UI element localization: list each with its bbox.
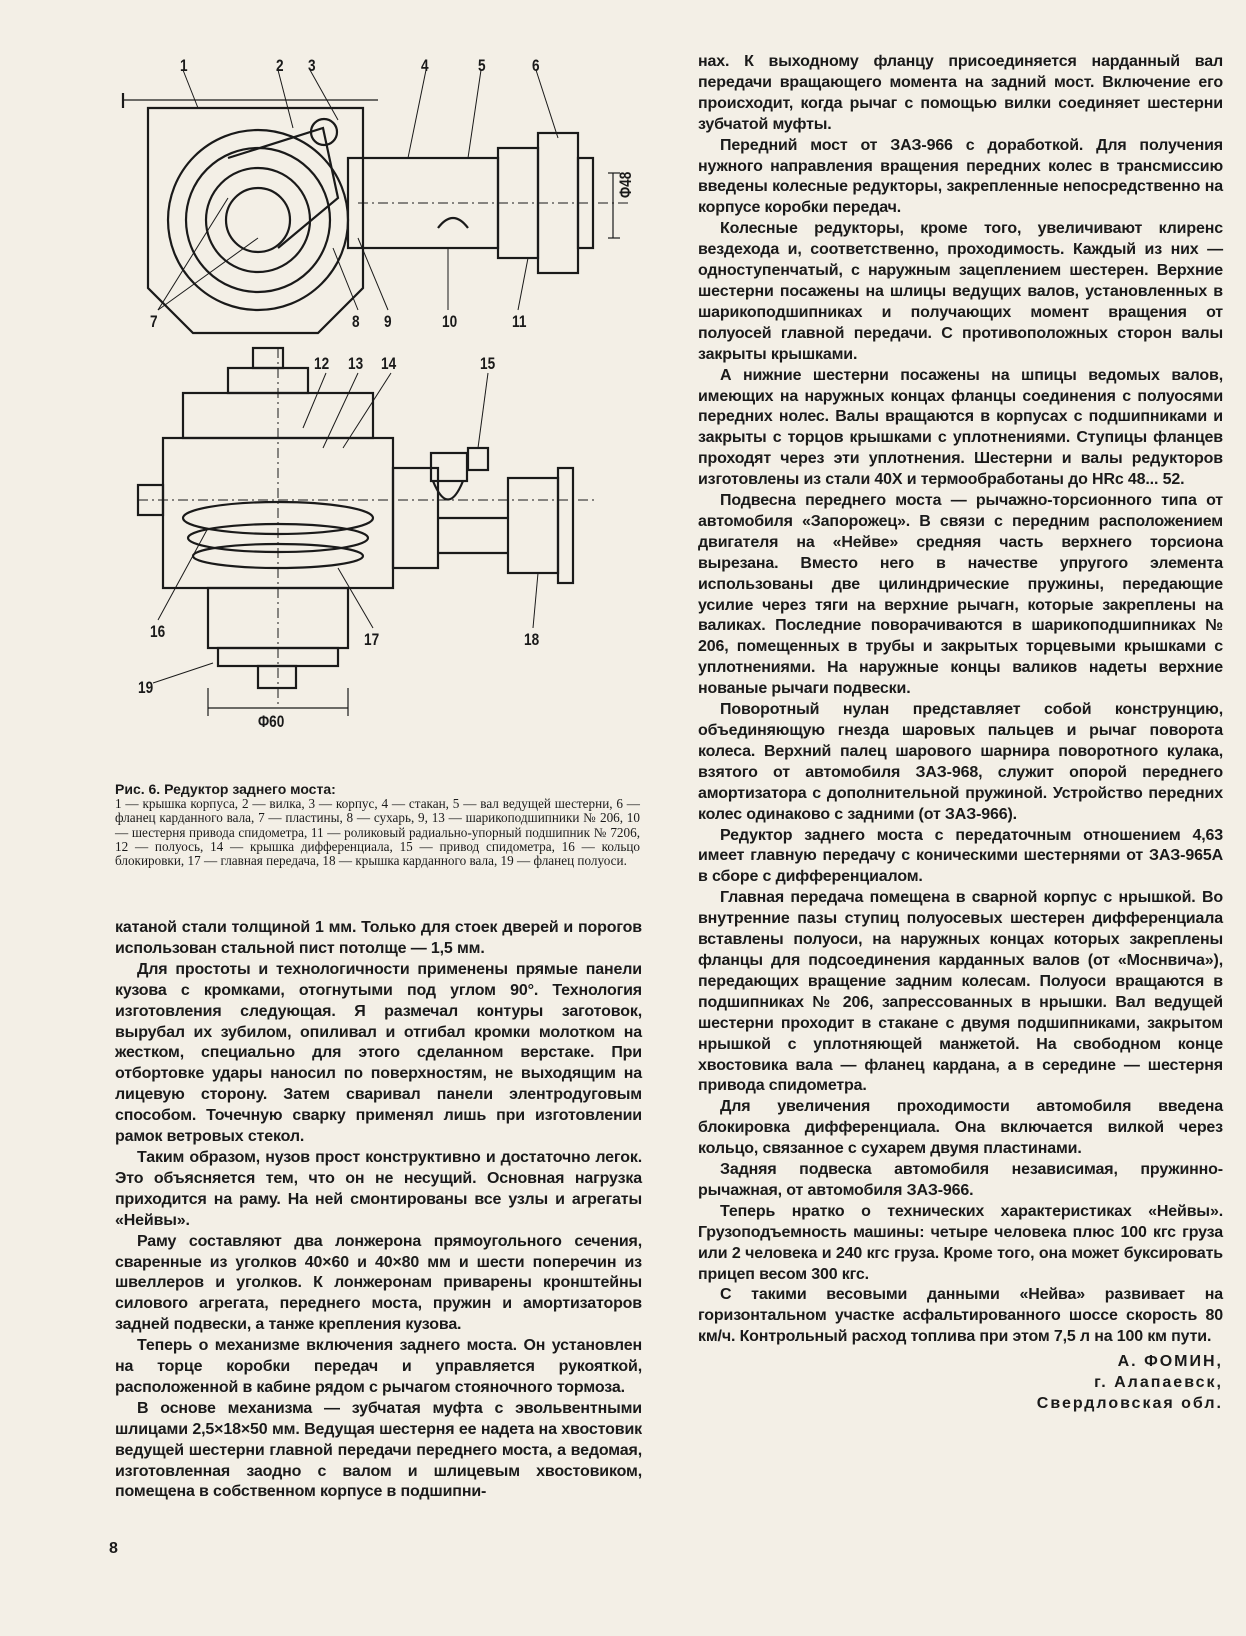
caption-text: 1 — крышка корпуса, 2 — вилка, 3 — корпус, 4 — стакан, 5 — вал ведущей шестерни, 6 — фланец карданного вала, 7 — пластины, 8 — сухарь, 9, 13 — шарикоподшипники № 206, 10 — шестерня привода спидометра, 11 — роликовый радиально-упорный подшипник № 7206, 12 — полуось, 14 — крышка дифференциала, 15 — привод спидометра, 16 — кольцо блокировки, 17 — главная передача, 18 — крышка карданного вала, 19 — фланец полуоси. (115, 796, 640, 869)
right-paragraph: нах. К выходному фланцу присоединяется нарданный вал передачи вращающего момента на задний мост. Включение его происходит, когда рычаг с помощью вилки соединяет шестерни зубчатой муфты. (698, 53, 1223, 133)
right-paragraph: С такими весовыми данными «Нейва» развивает на горизонтальном участке асфальтированного шоссе скорость 80 км/ч. Контрольный расход топлива при этом 7,5 л на 100 км пути. (698, 1286, 1223, 1346)
fig-label-4: 4 (421, 56, 429, 75)
fig-label-2: 2 (276, 56, 284, 75)
right-paragraph: Передний мост от ЗАЗ-966 с доработкой. Для получения нужного направления вращения передних колес в трансмиссию введены колесные редукторы, закрепленные непосредственно на корпусе коробки передач. (698, 136, 1223, 217)
right-paragraph: Задняя подвеска автомобиля независимая, пружинно-рычажная, от автомобиля ЗАЗ-966. (698, 1161, 1223, 1199)
right-paragraph: Колесные редукторы, кроме того, увеличивают клиренс вездехода и, соответственно, проходимость. Каждый из них — одноступенчатый, с наружным зацеплением шестерен. Верхние шестерни посажены на шлицы ведущих валов, установленных в шарикоподшипниках и получающих момент вращения от полуосей главной передачи. С противоположных сторон валы закрыты крышками. (698, 220, 1223, 363)
left-paragraph: Таким образом, нузов прост конструктивно и достаточно легок. Это объясняется тем, что он не несущий. Основная нагрузка приходится на раму. На ней смонтированы все узлы и агрегаты «Нейвы». (115, 1148, 642, 1229)
right-paragraph: Для увеличения проходимости автомобиля введена блокировка дифференциала. Она включается вилкой через кольцо, связанное с сухарем двумя пластинами. (698, 1098, 1223, 1158)
figure-caption (115, 782, 640, 868)
left-paragraph: В основе механизма — зубчатая муфта с эвольвентными шлицами 2,5×18×50 мм. Ведущая шестерня ее надета на хвостовик ведущей шестерни главной передачи переднего моста, а ведомая, изготовленная заодно с валом и шлицевым хвостовиком, помещена в собственном корпусе в подшипни- (115, 1399, 642, 1501)
fig-label-8: 8 (352, 312, 360, 331)
left-paragraph: Теперь о механизме включения заднего моста. Он установлен на торце коробки передач и управляется рукояткой, расположенной в кабине рядом с рычагом стояночного тормоза. (115, 1337, 642, 1396)
fig-label-3: 3 (308, 56, 316, 75)
gearbox-figure (108, 48, 648, 778)
gearbox-drawing (108, 48, 648, 778)
author-region: Свердловская обл. (1036, 1395, 1223, 1412)
fig-label-1: 1 (180, 56, 188, 75)
fig-label-14: 14 (381, 354, 397, 373)
author-signature (698, 1352, 1223, 1415)
right-paragraph: Редуктор заднего моста с передаточным отношением 4,63 имеет главную передачу с коническими шестернями от ЗАЗ-965А в сборе с дифференциалом. (698, 826, 1223, 886)
left-paragraph: Для простоты и технологичности применены прямые панели кузова с кромками, отогнутыми под углом 90°. Технология изготовления следующая. Я размечал контуры заготовок, вырубал их зубилом, опиливал и отгибал кромки молотком на жестком, специально для этого сделанном верстаке. При отбортовке удары наносил по поверхностям, не выходящим на лицевую сторону. Затем сваривал панели элентродуговым способом. Точечную сварку применял лишь при изготовлении рамок ветровых стекол. (115, 960, 642, 1146)
fig-label-13: 13 (348, 354, 364, 373)
author-name: А. ФОМИН, (1117, 1353, 1223, 1371)
right-paragraph: А нижние шестерни посажены на шпицы ведомых валов, имеющих на наружных концах фланцы соединения с полуосями передних нолес. Валы вращаются в корпусах с подшипниками и закрыты с торцов крышками с уплотнениями. Ступицы фланцев проходят через эти уплотнения. Шестерни и валы редукторов изготовлены из стали 40Х и термообработаны до HRc 48... 52. (698, 366, 1223, 489)
fig-label-7: 7 (150, 312, 158, 331)
fig-label-17: 17 (364, 630, 380, 649)
fig-label-6: 6 (532, 56, 540, 75)
fig-dim-48: Φ48 (616, 171, 635, 198)
fig-label-19: 19 (138, 678, 154, 697)
right-paragraph: Теперь нратко о технических характеристиках «Нейвы». Грузоподъемность машины: четыре человека плюс 100 кгс груза или 2 человека и 240 кгс груза. Кроме того, она может буксировать прицеп весом 300 кгс. (698, 1202, 1223, 1283)
fig-label-12: 12 (314, 354, 330, 373)
fig-label-5: 5 (478, 56, 486, 75)
caption-title: Рис. 6. Редуктор заднего моста: (115, 781, 336, 797)
fig-label-10: 10 (442, 312, 458, 331)
right-paragraph: Поворотный нулан представляет собой конструнцию, объединяющую гнезда шаровых пальцев и рычаг поворота колеса. Верхний палец шарового шарнира поворотного кулака, взятого от автомобиля ЗАЗ-968, служит опорой переднего амортизатора с дополнительной пружиной. Устройство передних колес одинаково с задними (от ЗАЗ-966). (698, 701, 1223, 823)
fig-dim-60: Φ60 (258, 712, 285, 731)
page-number: 8 (109, 1540, 118, 1557)
fig-label-15: 15 (480, 354, 496, 373)
left-paragraph: катаной стали толщиной 1 мм. Только для стоек дверей и порогов использован стальной пист потолще — 1,5 мм. (115, 919, 642, 957)
fig-label-16: 16 (150, 622, 166, 641)
left-paragraph: Раму составляют два лонжерона прямоугольного сечения, сваренные из уголков 40×60 и 40×80 мм и шести поперечин из швеллеров и уголков. К лонжеронам приварены кронштейны силового агрегата, переднего моста, пружин и амортизаторов задней подвески, а танже крепления кузова. (115, 1232, 642, 1334)
fig-label-11: 11 (512, 312, 527, 331)
right-paragraph: Главная передача помещена в сварной корпус с нрышкой. Во внутренние пазы ступиц полуосевых шестерен дифференциала вставлены полуоси, на наружных концах которых закреплены фланцы для подсоединения карданных валов (от «Моснвича»), передающих вращение задним колесам. Полуоси вращаются в подшипниках № 206, запрессованных в нрышки. Вал ведущей шестерни проходит в стакане с двумя подшипниками, закрытом нрышкой с уплотняющей манжетой. На свободном конце хвостовика вала — фланец кардана, а в середине — шестерня привода спидометра. (698, 889, 1223, 1095)
fig-label-9: 9 (384, 312, 392, 331)
fig-label-18: 18 (524, 630, 540, 649)
right-paragraph: Подвесна переднего моста — рычажно-торсионного типа от автомобиля «Запорожец». В связи с передним расположением двигателя на «Нейве» средняя часть верхнего торсиона вырезана. Вместо него в начестве упругого элемента использованы две цилиндрические пружины, передающие усилие через тяги на верхние рычагн, которые закреплены на валиках. Последние поворачиваются в шарикоподшипниках № 206, помещенных в трубы и закрытых торцевыми крышками с уплотнениями. На наружные концы валиков надеты верхние нованые рычаги подвески. (698, 492, 1223, 698)
author-city: г. Алапаевск, (1094, 1374, 1223, 1392)
left-column (115, 918, 642, 1503)
right-column (698, 52, 1223, 1415)
